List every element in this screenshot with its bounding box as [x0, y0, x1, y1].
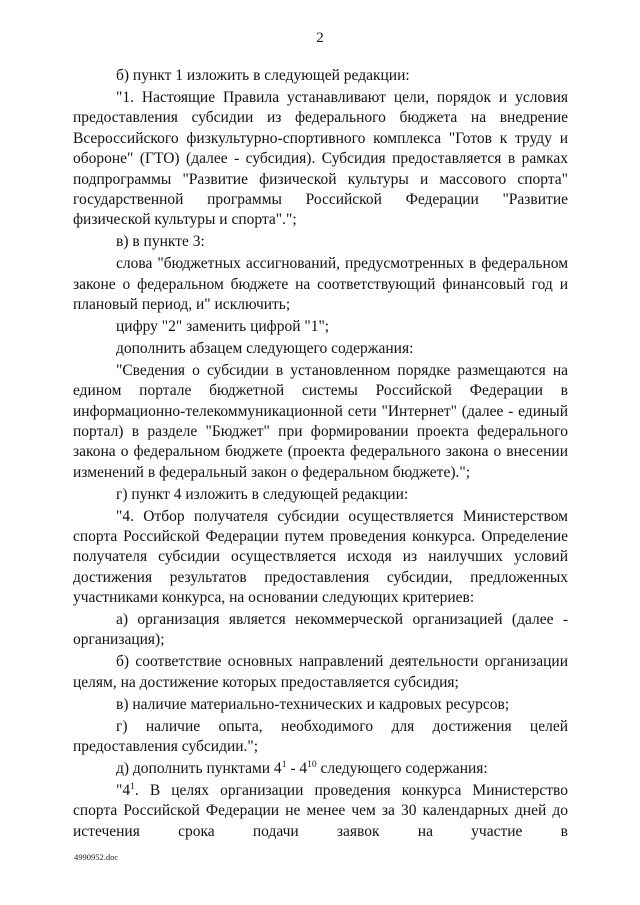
superscript: 10	[307, 759, 317, 770]
paragraph: г) пункт 4 изложить в следующей редакции:	[116, 485, 409, 503]
paragraph: "Сведения о субсидии в установленном порядке размещаются на едином портале бюджетной системы Российской Федерации в информационно-телекоммуникационной сети "Интернет" (далее - единый портал) в разделе "Бюджет" при формировании проекта федерального закона о федеральном бюджете (проекта федерального закона о внесении изменений в федеральный закон о федеральном бюджете).";	[73, 361, 568, 481]
superscript: 1	[281, 759, 287, 770]
text-fragment: следующего содержания:	[316, 759, 488, 777]
document-body	[73, 66, 568, 844]
text-fragment: - 4	[286, 759, 308, 777]
footer-file-code: 4990952.doc	[74, 852, 119, 862]
text-fragment: . В целях организации проведения конкурса Министерство спорта Российской Федерации не менее чем за 30 календарных дней до истечения срока подачи заявок на участие в	[73, 781, 568, 840]
paragraph: цифру "2" заменить цифрой "1";	[116, 317, 330, 335]
superscript: 1	[130, 781, 135, 792]
paragraph: "4. Отбор получателя субсидии осуществляется Министерством спорта Российской Федерации путем проведения конкурса. Определение получателя субсидии осуществляется исходя из наилучших условий достижения результатов предоставления субсидии, предложенных участниками конкурса, на основании следующих критериев:	[73, 507, 568, 607]
paragraph: б) соответствие основных направлений деятельности организации целям, на достижение которых предоставляется субсидия;	[73, 653, 568, 691]
paragraph-with-superscripts	[73, 781, 568, 842]
paragraph: "1. Настоящие Правила устанавливают цели, порядок и условия предоставления субсидии из федерального бюджета на внедрение Всероссийского физкультурно-спортивного комплекса "Готов к труду и обороне" (ГТО) (далее - субсидия). Субсидия предоставляется в рамках подпрограммы "Развитие физической культуры и массового спорта" государственной программы Российской Федерации "Развитие физической культуры и спорта".";	[73, 88, 568, 229]
paragraph: дополнить абзацем следующего содержания:	[116, 339, 414, 357]
paragraph-with-superscripts	[73, 759, 568, 779]
paragraph: б) пункт 1 изложить в следующей редакции:	[116, 67, 410, 84]
paragraph: г) наличие опыта, необходимого для достижения целей предоставления субсидии.";	[73, 717, 568, 755]
text-fragment: д) дополнить пунктами 4	[116, 759, 282, 777]
paragraph: в) наличие материально-технических и кадровых ресурсов;	[116, 695, 510, 713]
page-number: 2	[316, 30, 324, 46]
paragraph: в) в пункте 3:	[116, 233, 205, 251]
paragraph: а) организация является некоммерческой организацией (далее - организация);	[73, 611, 568, 649]
paragraph: слова "бюджетных ассигнований, предусмотренных в федеральном законе о федеральном бюджете на соответствующий финансовый год и плановый период, и" исключить;	[73, 255, 568, 313]
text-fragment: "4	[116, 781, 131, 799]
